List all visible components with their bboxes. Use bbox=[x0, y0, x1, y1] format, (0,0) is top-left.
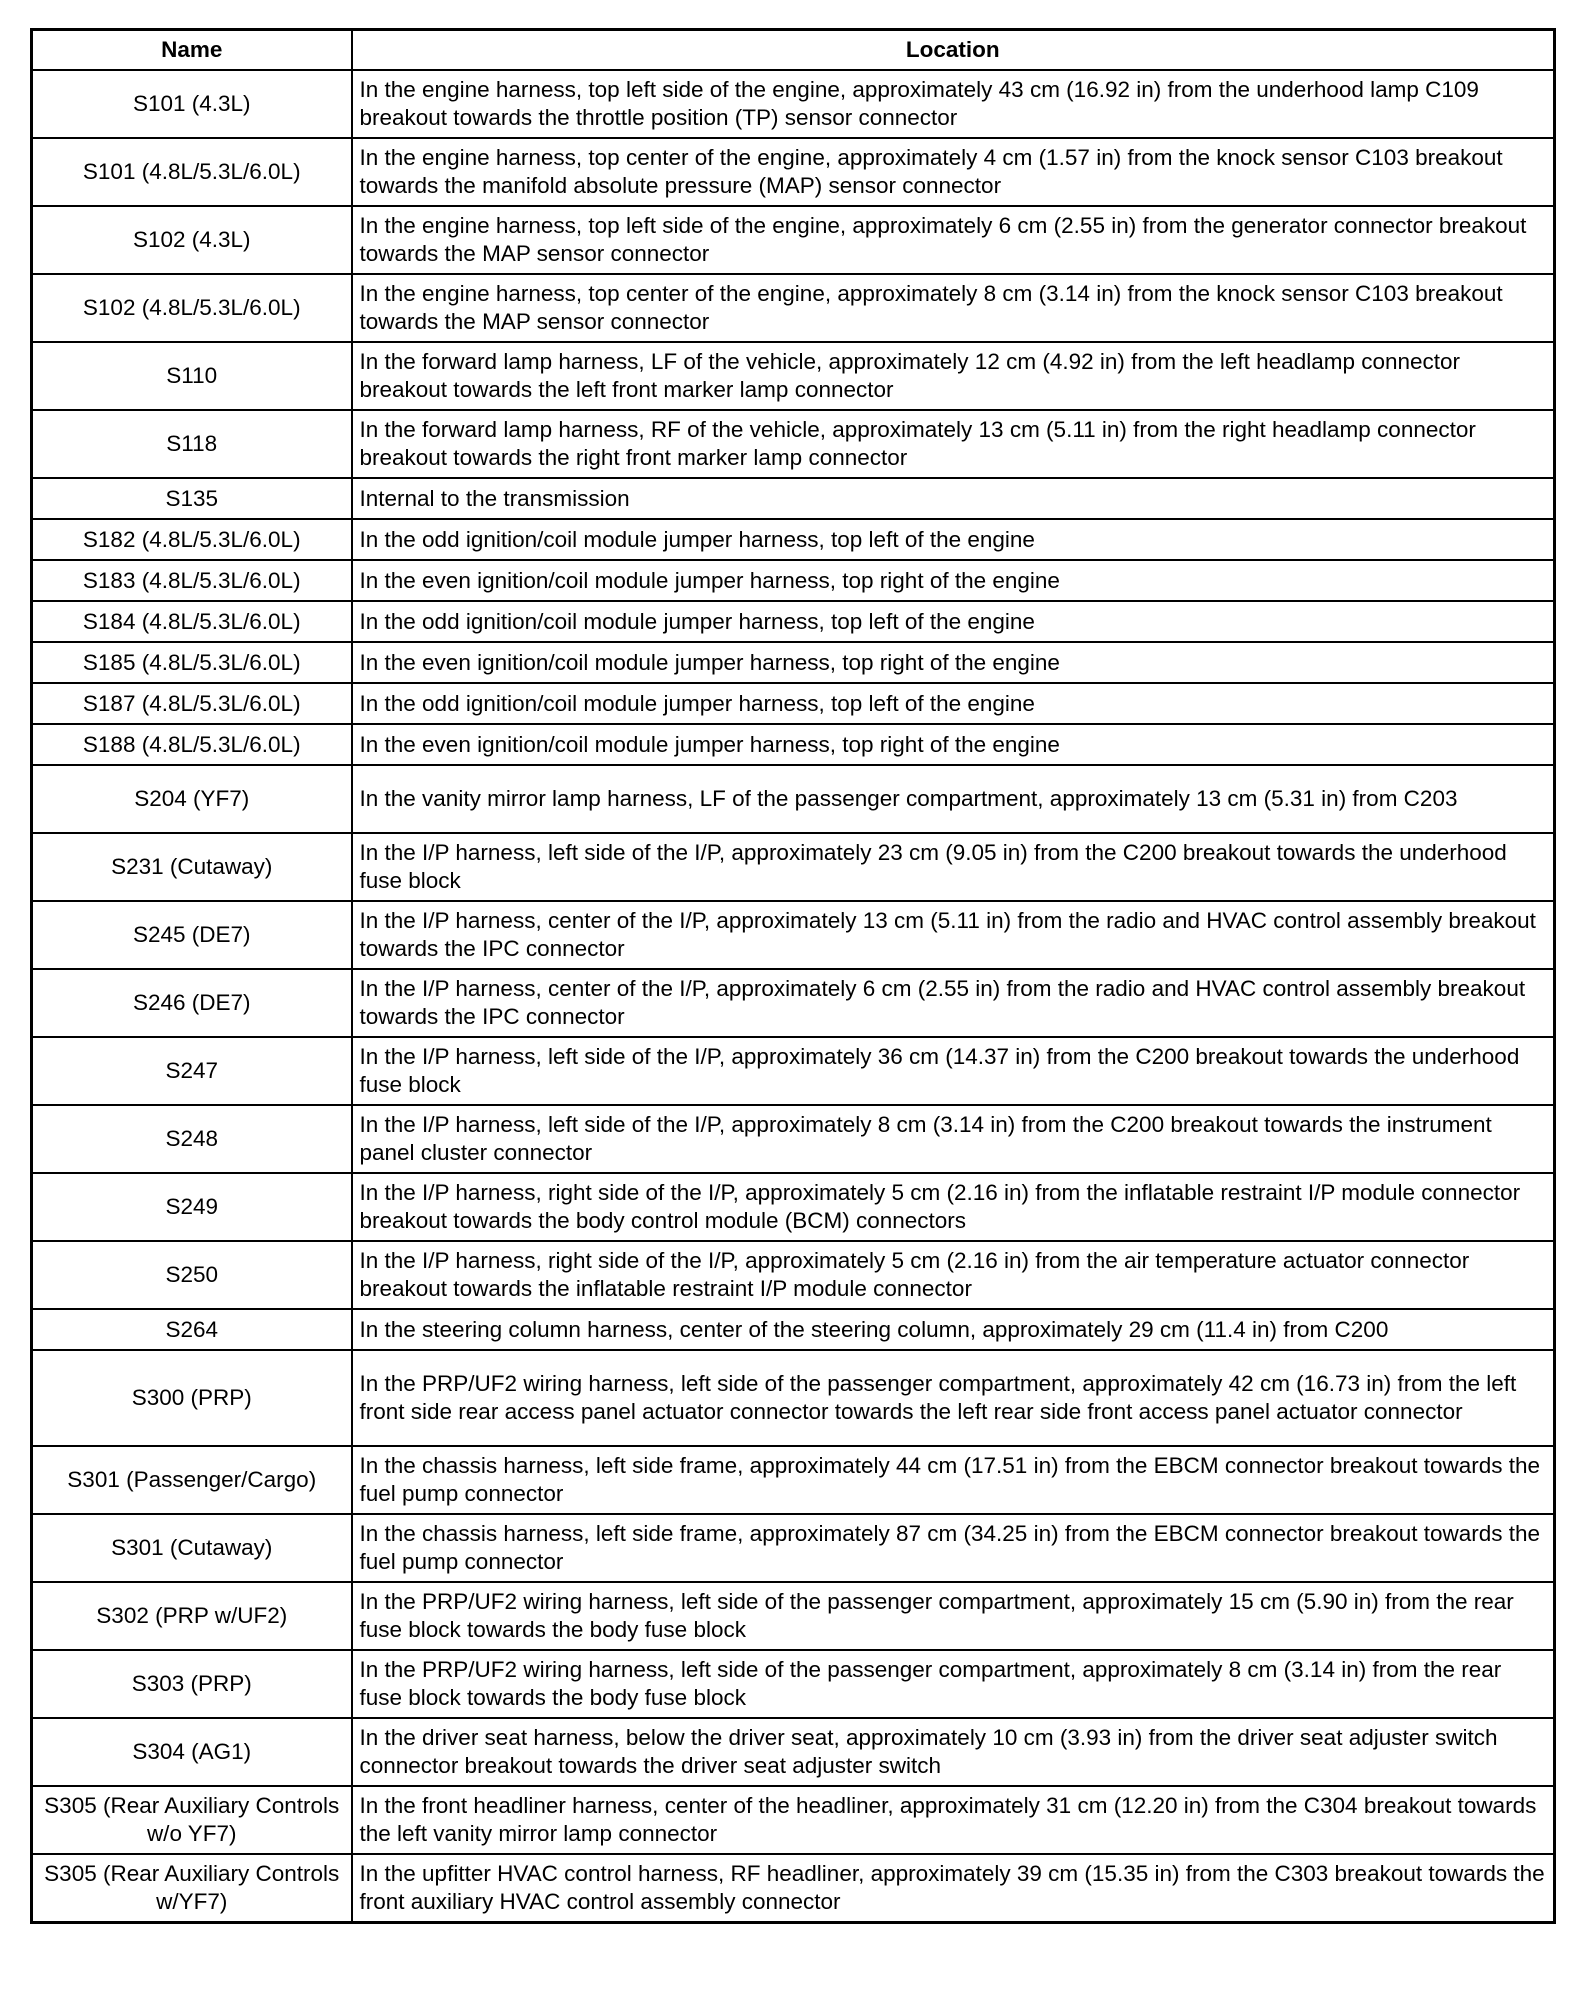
splice-location: In the PRP/UF2 wiring harness, left side of the passenger compartment, approximately 8 cm (3.14 in) from the rear fuse block towards the body fuse block bbox=[352, 1650, 1555, 1718]
table-row bbox=[32, 1854, 1555, 1923]
table-row bbox=[32, 410, 1555, 478]
document-sheet bbox=[30, 28, 1553, 1924]
splice-name: S246 (DE7) bbox=[32, 969, 352, 1037]
table-row bbox=[32, 1718, 1555, 1786]
table-row bbox=[32, 724, 1555, 765]
splice-location: In the I/P harness, center of the I/P, approximately 13 cm (5.11 in) from the radio and HVAC control assembly breakout towards the IPC connector bbox=[352, 901, 1555, 969]
splice-location: In the engine harness, top left side of the engine, approximately 43 cm (16.92 in) from the underhood lamp C109 breakout towards the throttle position (TP) sensor connector bbox=[352, 70, 1555, 138]
splice-location: In the odd ignition/coil module jumper harness, top left of the engine bbox=[352, 683, 1555, 724]
table-row bbox=[32, 70, 1555, 138]
splice-location: In the I/P harness, left side of the I/P, approximately 36 cm (14.37 in) from the C200 breakout towards the underhood fuse block bbox=[352, 1037, 1555, 1105]
splice-location: In the vanity mirror lamp harness, LF of the passenger compartment, approximately 13 cm (5.31 in) from C203 bbox=[352, 765, 1555, 833]
splice-name: S245 (DE7) bbox=[32, 901, 352, 969]
splice-name: S183 (4.8L/5.3L/6.0L) bbox=[32, 560, 352, 601]
splice-location: In the chassis harness, left side frame, approximately 87 cm (34.25 in) from the EBCM connector breakout towards the fuel pump connector bbox=[352, 1514, 1555, 1582]
header-row bbox=[32, 30, 1555, 71]
splice-location-table bbox=[30, 28, 1556, 1924]
column-header-name: Name bbox=[32, 30, 352, 71]
splice-name: S248 bbox=[32, 1105, 352, 1173]
splice-location: In the engine harness, top center of the engine, approximately 8 cm (3.14 in) from the knock sensor C103 breakout towards the MAP sensor connector bbox=[352, 274, 1555, 342]
splice-location: In the I/P harness, center of the I/P, approximately 6 cm (2.55 in) from the radio and HVAC control assembly breakout towards the IPC connector bbox=[352, 969, 1555, 1037]
splice-location: In the steering column harness, center of the steering column, approximately 29 cm (11.4 in) from C200 bbox=[352, 1309, 1555, 1350]
splice-name: S118 bbox=[32, 410, 352, 478]
splice-location: In the PRP/UF2 wiring harness, left side of the passenger compartment, approximately 42 cm (16.73 in) from the left front side rear access panel actuator connector towards the left rear side front access panel actuator connector bbox=[352, 1350, 1555, 1446]
splice-location: In the front headliner harness, center of the headliner, approximately 31 cm (12.20 in) from the C304 breakout towards the left vanity mirror lamp connector bbox=[352, 1786, 1555, 1854]
table-row bbox=[32, 642, 1555, 683]
splice-name: S301 (Passenger/Cargo) bbox=[32, 1446, 352, 1514]
table-row bbox=[32, 274, 1555, 342]
splice-name: S102 (4.3L) bbox=[32, 206, 352, 274]
table-row bbox=[32, 1582, 1555, 1650]
splice-name: S301 (Cutaway) bbox=[32, 1514, 352, 1582]
splice-name: S188 (4.8L/5.3L/6.0L) bbox=[32, 724, 352, 765]
splice-location: In the I/P harness, right side of the I/P, approximately 5 cm (2.16 in) from the inflatable restraint I/P module connector breakout towards the body control module (BCM) connectors bbox=[352, 1173, 1555, 1241]
splice-location: In the engine harness, top center of the engine, approximately 4 cm (1.57 in) from the knock sensor C103 breakout towards the manifold absolute pressure (MAP) sensor connector bbox=[352, 138, 1555, 206]
splice-name: S185 (4.8L/5.3L/6.0L) bbox=[32, 642, 352, 683]
table-row bbox=[32, 478, 1555, 519]
table-row bbox=[32, 683, 1555, 724]
splice-name: S300 (PRP) bbox=[32, 1350, 352, 1446]
splice-name: S231 (Cutaway) bbox=[32, 833, 352, 901]
table-row bbox=[32, 206, 1555, 274]
splice-location: In the I/P harness, left side of the I/P, approximately 23 cm (9.05 in) from the C200 breakout towards the underhood fuse block bbox=[352, 833, 1555, 901]
splice-location: In the even ignition/coil module jumper harness, top right of the engine bbox=[352, 560, 1555, 601]
table-row bbox=[32, 1350, 1555, 1446]
table-row bbox=[32, 601, 1555, 642]
splice-name: S101 (4.8L/5.3L/6.0L) bbox=[32, 138, 352, 206]
splice-name: S249 bbox=[32, 1173, 352, 1241]
table-row bbox=[32, 519, 1555, 560]
splice-location: In the forward lamp harness, LF of the vehicle, approximately 12 cm (4.92 in) from the left headlamp connector breakout towards the left front marker lamp connector bbox=[352, 342, 1555, 410]
table-row bbox=[32, 1105, 1555, 1173]
splice-name: S247 bbox=[32, 1037, 352, 1105]
splice-name: S204 (YF7) bbox=[32, 765, 352, 833]
table-row bbox=[32, 901, 1555, 969]
splice-location: In the upfitter HVAC control harness, RF headliner, approximately 39 cm (15.35 in) from the C303 breakout towards the front auxiliary HVAC control assembly connector bbox=[352, 1854, 1555, 1923]
splice-location: In the forward lamp harness, RF of the vehicle, approximately 13 cm (5.11 in) from the right headlamp connector breakout towards the right front marker lamp connector bbox=[352, 410, 1555, 478]
splice-name: S101 (4.3L) bbox=[32, 70, 352, 138]
splice-name: S305 (Rear Auxiliary Controls w/YF7) bbox=[32, 1854, 352, 1923]
splice-location: In the I/P harness, right side of the I/P, approximately 5 cm (2.16 in) from the air temperature actuator connector breakout towards the inflatable restraint I/P module connector bbox=[352, 1241, 1555, 1309]
table-row bbox=[32, 1786, 1555, 1854]
splice-name: S304 (AG1) bbox=[32, 1718, 352, 1786]
table-row bbox=[32, 138, 1555, 206]
splice-location: In the driver seat harness, below the driver seat, approximately 10 cm (3.93 in) from the driver seat adjuster switch connector breakout towards the driver seat adjuster switch bbox=[352, 1718, 1555, 1786]
splice-name: S264 bbox=[32, 1309, 352, 1350]
table-row bbox=[32, 1173, 1555, 1241]
splice-location: In the even ignition/coil module jumper harness, top right of the engine bbox=[352, 642, 1555, 683]
table-row bbox=[32, 1514, 1555, 1582]
splice-name: S110 bbox=[32, 342, 352, 410]
table-row bbox=[32, 1037, 1555, 1105]
splice-location: In the even ignition/coil module jumper harness, top right of the engine bbox=[352, 724, 1555, 765]
splice-name: S250 bbox=[32, 1241, 352, 1309]
table-row bbox=[32, 1241, 1555, 1309]
splice-location: In the chassis harness, left side frame, approximately 44 cm (17.51 in) from the EBCM connector breakout towards the fuel pump connector bbox=[352, 1446, 1555, 1514]
table-row bbox=[32, 1309, 1555, 1350]
splice-location: In the engine harness, top left side of the engine, approximately 6 cm (2.55 in) from the generator connector breakout towards the MAP sensor connector bbox=[352, 206, 1555, 274]
splice-name: S187 (4.8L/5.3L/6.0L) bbox=[32, 683, 352, 724]
table-row bbox=[32, 765, 1555, 833]
splice-name: S303 (PRP) bbox=[32, 1650, 352, 1718]
splice-location: In the PRP/UF2 wiring harness, left side of the passenger compartment, approximately 15 cm (5.90 in) from the rear fuse block towards the body fuse block bbox=[352, 1582, 1555, 1650]
table-row bbox=[32, 1650, 1555, 1718]
splice-location: In the odd ignition/coil module jumper harness, top left of the engine bbox=[352, 519, 1555, 560]
splice-name: S102 (4.8L/5.3L/6.0L) bbox=[32, 274, 352, 342]
splice-name: S184 (4.8L/5.3L/6.0L) bbox=[32, 601, 352, 642]
splice-location: In the odd ignition/coil module jumper harness, top left of the engine bbox=[352, 601, 1555, 642]
column-header-location: Location bbox=[352, 30, 1555, 71]
splice-name: S182 (4.8L/5.3L/6.0L) bbox=[32, 519, 352, 560]
splice-location: In the I/P harness, left side of the I/P, approximately 8 cm (3.14 in) from the C200 breakout towards the instrument panel cluster connector bbox=[352, 1105, 1555, 1173]
table-row bbox=[32, 1446, 1555, 1514]
splice-name: S302 (PRP w/UF2) bbox=[32, 1582, 352, 1650]
table-row bbox=[32, 560, 1555, 601]
table-row bbox=[32, 342, 1555, 410]
table-row bbox=[32, 833, 1555, 901]
splice-name: S135 bbox=[32, 478, 352, 519]
splice-location: Internal to the transmission bbox=[352, 478, 1555, 519]
splice-name: S305 (Rear Auxiliary Controls w/o YF7) bbox=[32, 1786, 352, 1854]
table-row bbox=[32, 969, 1555, 1037]
